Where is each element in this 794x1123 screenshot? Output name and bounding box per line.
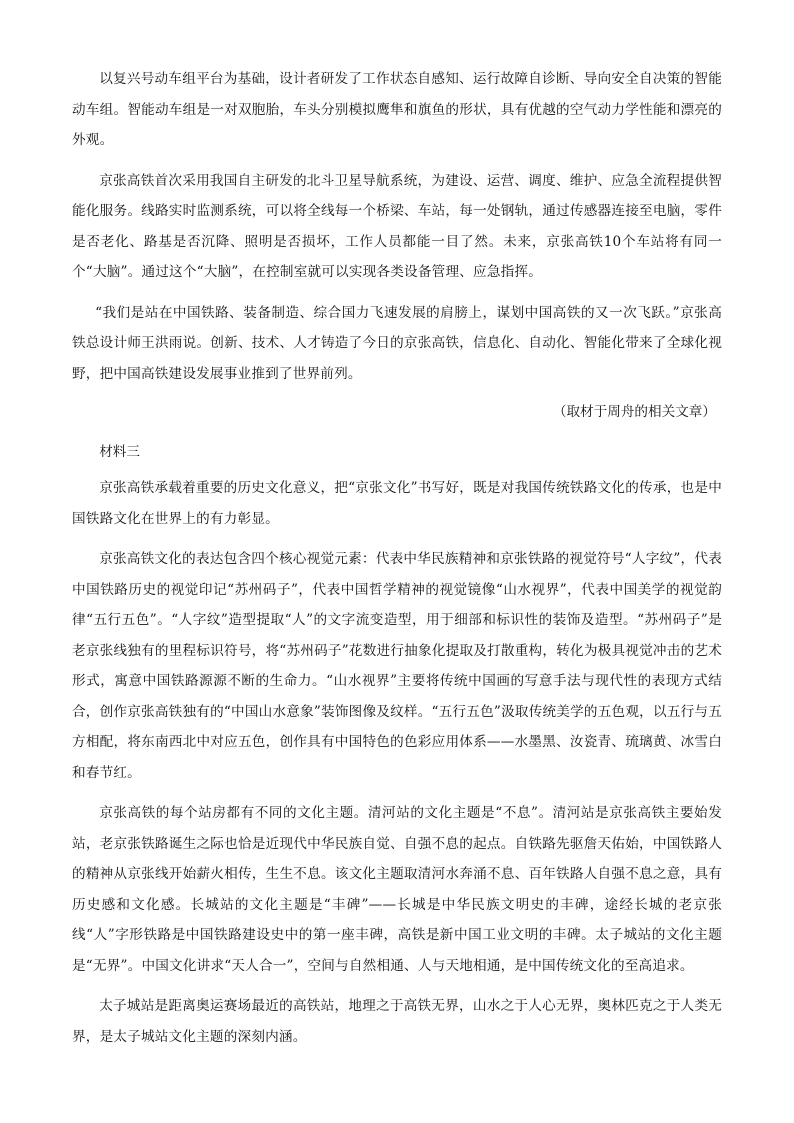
paragraph-station-themes: 京张高铁的每个站房都有不同的文化主题。清河站的文化主题是“不息”。清河站是京张高铁主要始发站，老京张铁路诞生之际也恰是近现代中华民族自觉、自强不息的起点。自铁路先驱詹天佑始，中国铁路人的精神从京张线开始薪火相传，生生不息。该文化主题取清河水奔涌不息、百年铁路人自强不息之意，具有历史感和文化感。长城站的文化主题是“丰碑”——长城是中华民族文明史的丰碑，途经长城的老京张线“人”字形铁路是中国铁路建设史中的第一座丰碑，高铁是新中国工业文明的丰碑。太子城站的文化主题是“无界”。中国文化讲求“天人合一”，空间与自然相通、人与天地相通，是中国传统文化的至高追求。 [72,805,722,974]
paragraph-beidou-system: 京张高铁首次采用我国自主研发的北斗卫星导航系统，为建设、运营、调度、维护、应急全流程提供智能化服务。线路实时监测系统，可以将全线每一个桥梁、车站，每一处钢轨，通过传感器连接至电脑，零件是否老化、路基是否沉降、照明是否损坏，工作人员都能一目了然。未来，京张高铁10个车站将有同一个“大脑”。通过这个“大脑”，在控制室就可以实现各类设备管理、应急指挥。 [72,172,722,280]
paragraph-smart-emu: 以复兴号动车组平台为基础，设计者研发了工作状态自感知、运行故障自诊断、导向安全自决策的智能动车组。智能动车组是一对双胞胎，车头分别模拟鹰隼和旗鱼的形状，具有优越的空气动力学性能和漂亮的外观。 [72,71,722,148]
paragraph-chief-designer-quote: “我们是站在中国铁路、装备制造、综合国力飞速发展的肩膀上，谋划中国高铁的又一次飞跃。”京张高铁总设计师王洪雨说。创新、技术、人才铸造了今日的京张高铁，信息化、自动化、智能化带来了全球化视野，把中国高铁建设发展事业推到了世界前列。 [72,304,722,382]
paragraph-culture-significance: 京张高铁承载着重要的历史文化意义，把“京张文化”书写好，既是对我国传统铁路文化的传承，也是中国铁路文化在世界上的有力彰显。 [72,480,722,527]
paragraph-visual-elements: 京张高铁文化的表达包含四个核心视觉元素：代表中华民族精神和京张铁路的视觉符号“人字纹”，代表中国铁路历史的视觉印记“苏州码子”，代表中国哲学精神的视觉镜像“山水视界”，代表中国美学的视觉韵律“五行五色”。“人字纹”造型提取“人”的文字流变造型，用于细部和标识性的装饰及造型。“苏州码子”是老京张线独有的里程标识符号，将“苏州码子”花数进行抽象化提取及打散重构，转化为极具视觉冲击的艺术形式，寓意中国铁路源源不断的生命力。“山水视界”主要将传统中国画的写意手法与现代性的表现方式结合，创作京张高铁独有的“中国山水意象”装饰图像及纹样。“五行五色”汲取传统美学的五色观，以五行与五方相配，将东南西北中对应五色，创作具有中国特色的色彩应用体系——水墨黑、汝瓷青、琉璃黄、冰雪白和春节红。 [72,551,722,781]
paragraph-taizicheng-station: 太子城站是距离奥运赛场最近的高铁站，地理之于高铁无界，山水之于人心无界，奥林匹克之于人类无界，是太子城站文化主题的深刻内涵。 [72,998,722,1045]
source-citation: （取材于周舟的相关文章） [552,404,716,420]
document-page [72,64,722,1062]
section-label-material-3: 材料三 [99,444,140,460]
